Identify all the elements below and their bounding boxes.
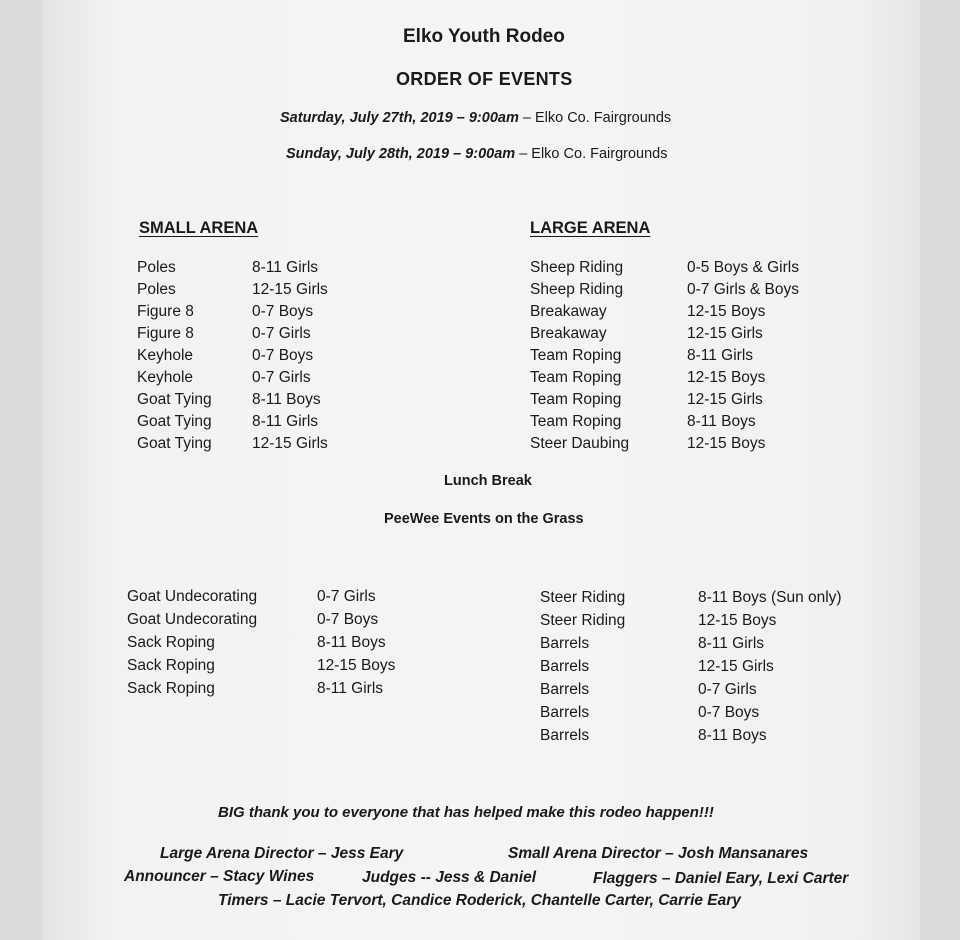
event-name: Sack Roping (127, 657, 215, 674)
event-row (127, 654, 447, 677)
event-row (137, 367, 377, 389)
event-division: 8-11 Boys (252, 391, 321, 408)
event-row (540, 586, 880, 609)
event-division: 12-15 Girls (252, 281, 328, 298)
event-row (530, 323, 860, 345)
event-division: 12-15 Boys (687, 435, 766, 452)
event-row (530, 257, 860, 279)
event-name: Goat Tying (137, 391, 212, 408)
event-name: Poles (137, 281, 176, 298)
event-division: 12-15 Boys (687, 303, 766, 320)
saturday-day: Saturday, July 27th, 2019 – 9:00am (280, 110, 519, 126)
event-row (540, 678, 880, 701)
large-arena-director: Large Arena Director – Jess Eary (160, 845, 404, 862)
event-name: Sheep Riding (530, 259, 624, 276)
event-division: 0-7 Girls (698, 681, 757, 698)
event-division: 0-7 Boys (317, 611, 379, 628)
afternoon-small-list (127, 585, 447, 700)
event-division: 0-7 Girls (252, 325, 311, 342)
thank-you-note: BIG thank you to everyone that has helped make this rodeo happen!!! (218, 804, 714, 821)
peewee-events-label: PeeWee Events on the Grass (384, 511, 584, 527)
event-division: 8-11 Girls (317, 680, 384, 697)
event-row (540, 701, 880, 724)
large-arena-list (530, 257, 860, 455)
event-division: 8-11 Girls (252, 259, 319, 276)
event-name: Sack Roping (127, 634, 215, 651)
announcer: Announcer – Stacy Wines (124, 868, 315, 885)
event-name: Keyhole (137, 347, 194, 364)
event-row (540, 724, 880, 747)
event-name: Barrels (540, 704, 590, 721)
event-name: Breakaway (530, 325, 607, 342)
event-division: 0-7 Girls & Boys (687, 281, 799, 298)
event-row (540, 655, 880, 678)
timers: Timers – Lacie Tervort, Candice Roderick, Chantelle Carter, Carrie Eary (218, 892, 741, 909)
event-name: Barrels (540, 635, 590, 652)
event-division: 12-15 Boys (317, 657, 396, 674)
event-division: 0-5 Boys & Girls (687, 259, 799, 276)
event-name: Figure 8 (137, 303, 194, 320)
event-row (530, 279, 860, 301)
event-division: 8-11 Boys (698, 727, 767, 744)
event-division: 8-11 Boys (Sun only) (698, 589, 842, 606)
event-name: Goat Undecorating (127, 588, 258, 605)
afternoon-large-list (540, 586, 880, 747)
event-division: 12-15 Girls (252, 435, 328, 452)
event-name: Team Roping (530, 369, 622, 386)
event-name: Sack Roping (127, 680, 215, 697)
event-row (137, 323, 377, 345)
event-row (530, 411, 860, 433)
event-division: 12-15 Girls (698, 658, 774, 675)
event-row (530, 367, 860, 389)
event-row (530, 301, 860, 323)
event-row (530, 433, 860, 455)
sunday-date (286, 146, 668, 162)
event-division: 8-11 Girls (252, 413, 319, 430)
event-name: Barrels (540, 727, 590, 744)
event-division: 12-15 Girls (687, 391, 763, 408)
event-division: 12-15 Girls (687, 325, 763, 342)
event-row (137, 279, 377, 301)
event-division: 8-11 Boys (687, 413, 756, 430)
order-of-events-heading: ORDER OF EVENTS (396, 69, 573, 89)
event-row (127, 585, 447, 608)
event-row (137, 301, 377, 323)
event-division: 8-11 Girls (687, 347, 754, 364)
event-name: Poles (137, 259, 176, 276)
event-division: 0-7 Boys (698, 704, 760, 721)
event-name: Barrels (540, 658, 590, 675)
event-division: 0-7 Girls (317, 588, 376, 605)
event-name: Breakaway (530, 303, 607, 320)
small-arena-director: Small Arena Director – Josh Mansanares (508, 845, 809, 862)
event-name: Steer Riding (540, 612, 626, 629)
saturday-place: – Elko Co. Fairgrounds (518, 110, 672, 126)
event-name: Team Roping (530, 391, 622, 408)
lunch-break-label: Lunch Break (444, 473, 532, 489)
event-name: Goat Undecorating (127, 611, 258, 628)
event-division: 8-11 Boys (317, 634, 386, 651)
event-row (137, 345, 377, 367)
event-name: Steer Daubing (530, 435, 630, 452)
event-sheet (42, 0, 920, 940)
event-name: Team Roping (530, 347, 622, 364)
event-row (137, 389, 377, 411)
event-name: Steer Riding (540, 589, 626, 606)
event-division: 12-15 Boys (687, 369, 766, 386)
event-name: Barrels (540, 681, 590, 698)
event-name: Keyhole (137, 369, 194, 386)
small-arena-list (137, 257, 377, 455)
event-name: Team Roping (530, 413, 622, 430)
event-row (127, 608, 447, 631)
event-division: 8-11 Girls (698, 635, 765, 652)
event-division: 12-15 Boys (698, 612, 777, 629)
judges: Judges -- Jess & Daniel (362, 869, 537, 886)
event-division: 0-7 Boys (252, 347, 314, 364)
event-title: Elko Youth Rodeo (403, 26, 565, 47)
sunday-day: Sunday, July 28th, 2019 – 9:00am (286, 146, 516, 162)
event-row (137, 433, 377, 455)
event-row (127, 631, 447, 654)
event-row (540, 609, 880, 632)
event-row (540, 632, 880, 655)
event-row (530, 389, 860, 411)
event-name: Goat Tying (137, 435, 212, 452)
event-name: Figure 8 (137, 325, 194, 342)
small-arena-heading: SMALL ARENA (139, 219, 259, 237)
event-row (127, 677, 447, 700)
event-name: Goat Tying (137, 413, 212, 430)
event-row (137, 411, 377, 433)
event-row (530, 345, 860, 367)
event-name: Sheep Riding (530, 281, 624, 298)
event-division: 0-7 Boys (252, 303, 314, 320)
saturday-date (280, 110, 671, 126)
flaggers: Flaggers – Daniel Eary, Lexi Carter (593, 870, 849, 887)
large-arena-heading: LARGE ARENA (530, 219, 651, 237)
sunday-place: – Elko Co. Fairgrounds (515, 146, 668, 162)
event-division: 0-7 Girls (252, 369, 311, 386)
event-row (137, 257, 377, 279)
